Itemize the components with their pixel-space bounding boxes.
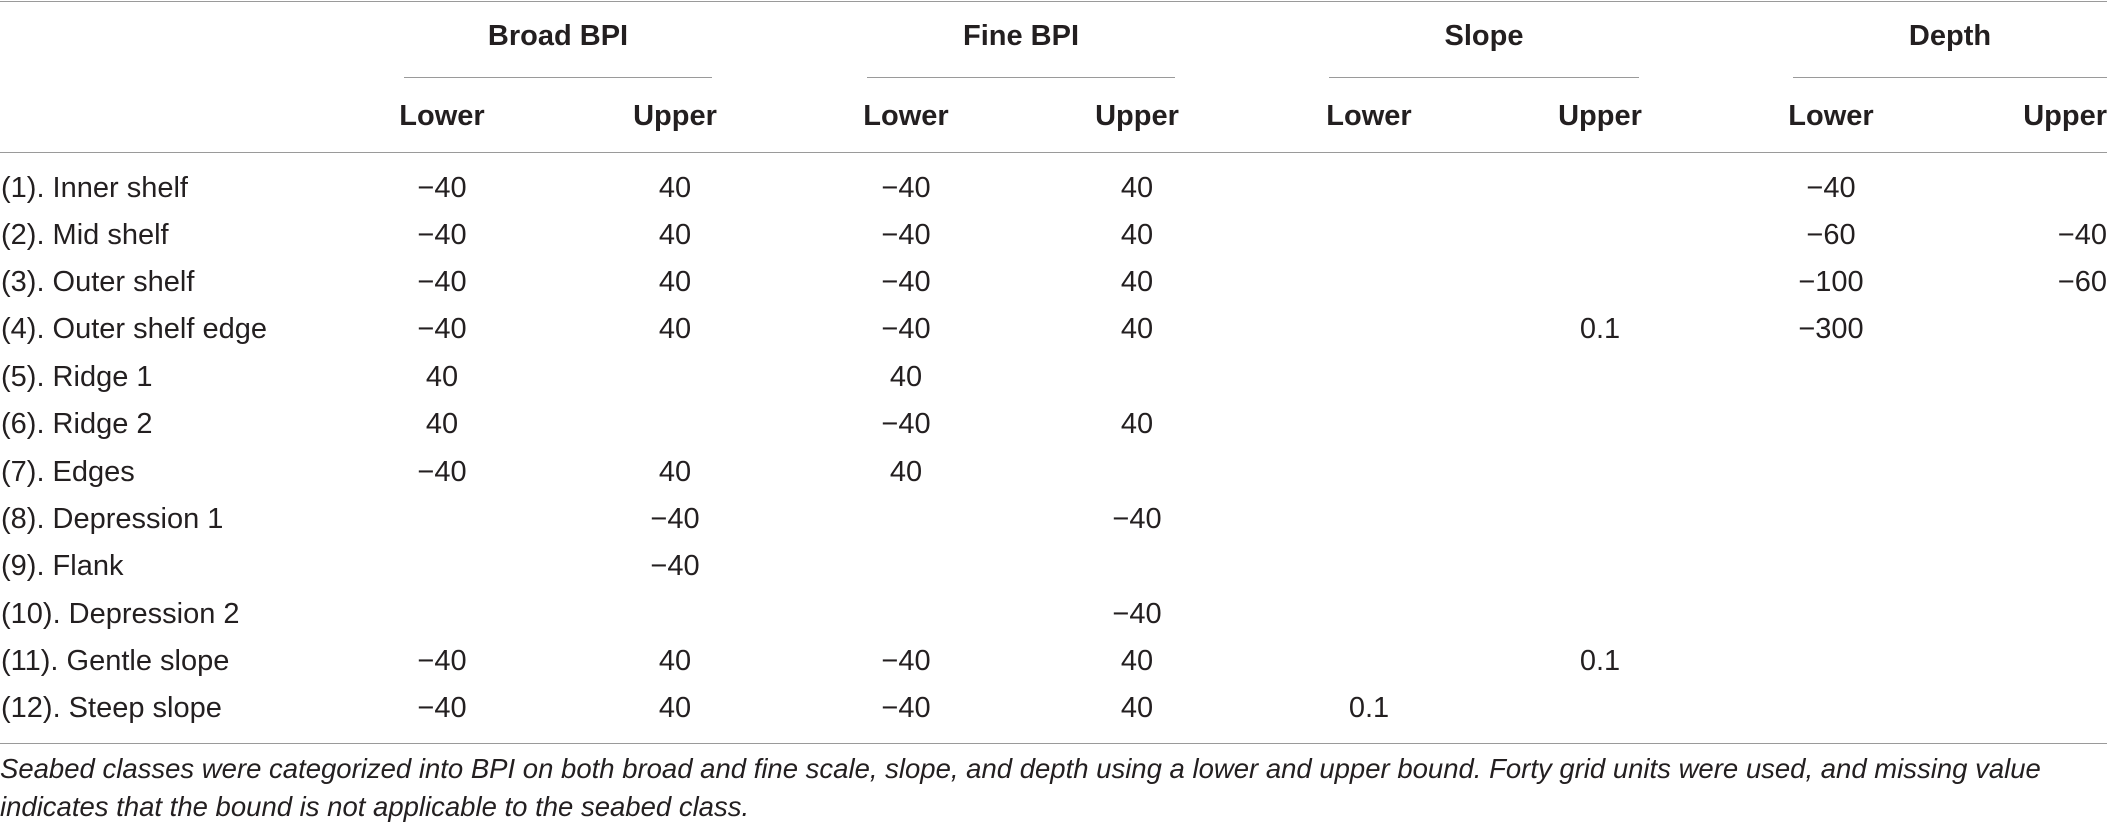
subheader-fine-upper: Upper [1095,100,1179,132]
table-row [0,165,2107,212]
table-footnote: Seabed classes were categorized into BPI on both broad and fine scale, slope, and depth using a lower and upper bound. Forty grid units were used, and missing value indicates that the bound is not applicable to the seabed class. [0,753,2041,822]
cell-broad-upper: 40 [658,645,692,677]
cell-fine-upper: 40 [1120,408,1154,440]
cell-broad-lower: −40 [417,645,467,677]
cell-broad-lower: −40 [417,456,467,488]
cell-broad-upper: −40 [650,550,700,582]
cell-depth-lower: −60 [1806,219,1856,251]
row-label: (8). Depression 1 [1,503,224,535]
group-header-fine-bpi: Fine BPI [962,20,1079,52]
cell-slope-upper: 0.1 [1579,645,1621,677]
cell-fine-upper: −40 [1112,503,1162,535]
cell-fine-upper: 40 [1120,313,1154,345]
depth-rule [1793,77,2107,78]
cell-slope-upper: 0.1 [1579,313,1621,345]
cell-depth-lower: −100 [1798,266,1864,298]
cell-broad-lower: −40 [417,313,467,345]
cell-fine-lower: −40 [881,313,931,345]
cell-broad-upper: 40 [658,692,692,724]
cell-slope-lower: 0.1 [1348,692,1390,724]
row-label: (4). Outer shelf edge [1,313,267,345]
subheader-depth-lower: Lower [1788,100,1874,132]
table-row [0,306,2107,353]
cell-fine-lower: −40 [881,172,931,204]
cell-fine-lower: −40 [881,408,931,440]
cell-fine-lower: 40 [889,456,923,488]
table-row [0,259,2107,306]
cell-depth-upper: −40 [2057,219,2107,251]
row-label: (12). Steep slope [1,692,222,724]
cell-fine-lower: −40 [881,219,931,251]
table-row [0,401,2107,448]
cell-broad-upper: 40 [658,313,692,345]
cell-fine-upper: 40 [1120,692,1154,724]
row-label: (3). Outer shelf [1,266,195,298]
subheader-broad-lower: Lower [399,100,485,132]
row-label: (6). Ridge 2 [1,408,153,440]
cell-fine-lower: −40 [881,692,931,724]
row-label: (9). Flank [1,550,124,582]
cell-fine-lower: 40 [889,361,923,393]
table-top-rule [0,1,2107,2]
cell-fine-upper: 40 [1120,172,1154,204]
table-row [0,212,2107,259]
subheader-slope-upper: Upper [1558,100,1642,132]
group-header-broad-bpi: Broad BPI [487,20,629,52]
row-label: (7). Edges [1,456,135,488]
cell-depth-lower: −40 [1806,172,1856,204]
cell-fine-upper: −40 [1112,598,1162,630]
table-row [0,496,2107,543]
row-label: (5). Ridge 1 [1,361,153,393]
group-header-slope: Slope [1444,20,1524,52]
cell-depth-upper: −60 [2057,266,2107,298]
subheader-depth-upper: Upper [2023,100,2107,132]
cell-broad-lower: −40 [417,172,467,204]
row-label: (10). Depression 2 [1,598,240,630]
table-row [0,685,2107,732]
table-row [0,591,2107,638]
cell-fine-upper: 40 [1120,645,1154,677]
table-row [0,543,2107,590]
slope-rule [1329,77,1639,78]
cell-broad-upper: 40 [658,456,692,488]
cell-depth-lower: −300 [1798,313,1864,345]
cell-broad-upper: 40 [658,172,692,204]
table-row [0,449,2107,496]
table-row [0,638,2107,685]
row-label: (2). Mid shelf [1,219,169,251]
header-bottom-rule [0,152,2107,153]
cell-broad-lower: 40 [425,408,459,440]
row-label: (1). Inner shelf [1,172,188,204]
cell-broad-lower: −40 [417,219,467,251]
cell-broad-lower: 40 [425,361,459,393]
group-header-depth: Depth [1908,20,1992,52]
cell-broad-upper: 40 [658,266,692,298]
cell-broad-upper: −40 [650,503,700,535]
cell-broad-lower: −40 [417,266,467,298]
fine-bpi-rule [867,77,1175,78]
cell-fine-upper: 40 [1120,266,1154,298]
subheader-broad-upper: Upper [633,100,717,132]
broad-bpi-rule [404,77,712,78]
cell-fine-lower: −40 [881,645,931,677]
cell-fine-upper: 40 [1120,219,1154,251]
subheader-fine-lower: Lower [863,100,949,132]
row-label: (11). Gentle slope [1,645,230,677]
cell-broad-lower: −40 [417,692,467,724]
cell-broad-upper: 40 [658,219,692,251]
cell-fine-lower: −40 [881,266,931,298]
table-bottom-rule [0,743,2107,744]
table-row [0,354,2107,401]
subheader-slope-lower: Lower [1326,100,1412,132]
